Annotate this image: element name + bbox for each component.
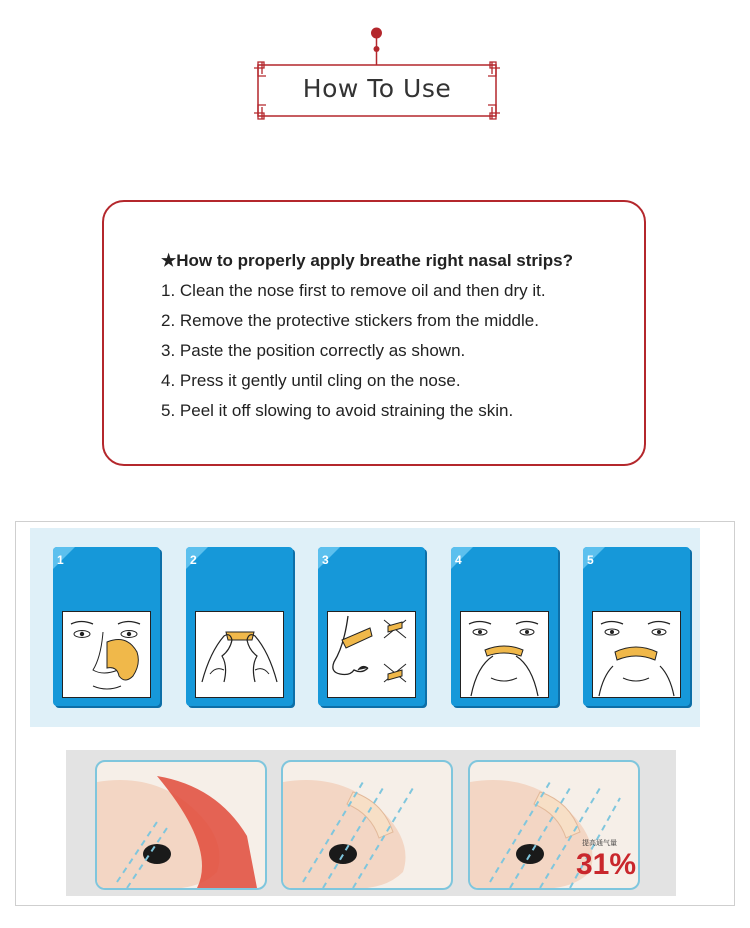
airflow-caption: 提高通气量 [582, 839, 617, 847]
airflow-panel-improved [468, 760, 640, 890]
page-title: How To Use [302, 74, 452, 103]
instruction-step: 5. Peel it off slowing to avoid straining the skin. [161, 401, 514, 420]
step-number: 3 [322, 553, 329, 567]
airflow-panel-applied [281, 760, 453, 890]
step-1-illustration [62, 611, 151, 698]
instruction-step: 3. Paste the position correctly as shown. [161, 341, 466, 360]
instructions-heading: ★How to properly apply breathe right nasal strips? [161, 251, 573, 270]
step-card-4 [451, 547, 558, 706]
step-number: 2 [190, 553, 197, 567]
step-number: 5 [587, 553, 594, 567]
step-card-5 [583, 547, 690, 706]
step-5-illustration [592, 611, 681, 698]
step-4-illustration [460, 611, 549, 698]
instructions-card [102, 200, 646, 466]
instruction-step: 4. Press it gently until cling on the nose. [161, 371, 461, 390]
step-number: 4 [455, 553, 462, 567]
airflow-panel-blocked [95, 760, 267, 890]
step-card-3 [318, 547, 425, 706]
step-number: 1 [57, 553, 64, 567]
instructions-list [161, 280, 546, 430]
step-card-2 [186, 547, 293, 706]
step-card-1 [53, 547, 160, 706]
step-3-illustration [327, 611, 416, 698]
instruction-step: 1. Clean the nose first to remove oil and then dry it. [161, 281, 546, 300]
step-2-illustration [195, 611, 284, 698]
airflow-percent: 31% [576, 848, 637, 881]
instruction-step: 2. Remove the protective stickers from the middle. [161, 311, 539, 330]
